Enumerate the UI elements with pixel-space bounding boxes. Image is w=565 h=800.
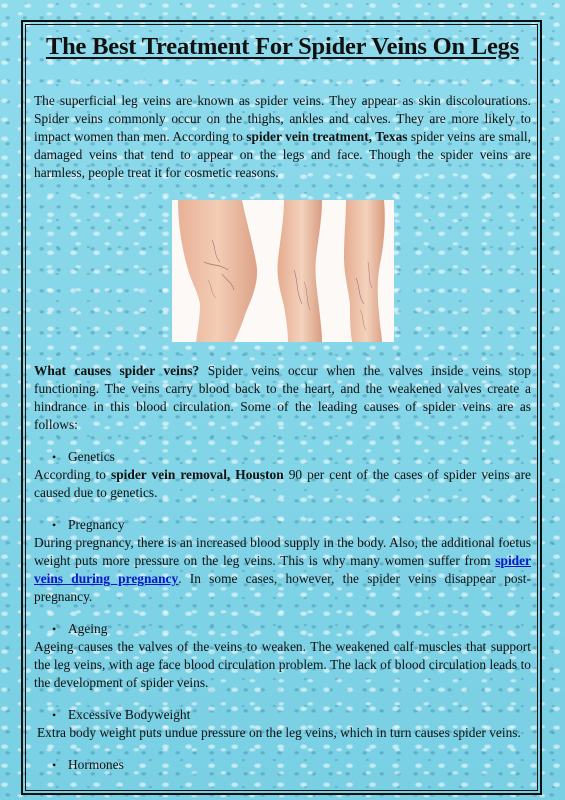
- section-bold-phrase: spider vein removal, Houston: [111, 467, 284, 482]
- section-paragraph: [34, 466, 531, 502]
- legs-photo: [172, 200, 394, 342]
- section-ageing: [34, 620, 531, 692]
- section-text-1: During pregnancy, there is an increased blood supply in the body. Also, the additional foetus weight puts more pressure on the leg veins. This is why many women suffer from: [34, 535, 531, 568]
- bullet-label: Hormones: [68, 757, 124, 772]
- bullet-label: Pregnancy: [68, 517, 125, 532]
- section-paragraph: [34, 534, 531, 606]
- section-hormones: [34, 756, 531, 774]
- article-body: [34, 92, 531, 774]
- spider-veins-pregnancy-link[interactable]: spider veins during pregnancy: [34, 553, 531, 586]
- bullet-dot-icon: •: [52, 450, 57, 464]
- section-text-1: According to: [34, 467, 111, 482]
- bullet-item: [34, 448, 531, 466]
- intro-text-1: The superficial leg veins are known as spider veins. They appear as skin discolourations. Spider veins commonly occur on the thighs, ankles and calves. They are more likely to impact women than men. According to: [34, 93, 531, 144]
- bullet-item: [34, 620, 531, 638]
- section-genetics: [34, 448, 531, 502]
- section-bodyweight: [34, 706, 531, 742]
- section-text-2: 90 per cent of the cases of spider veins are caused due to genetics.: [34, 467, 531, 500]
- section-pregnancy: [34, 516, 531, 606]
- intro-paragraph: [34, 92, 531, 182]
- causes-text: Spider veins occur when the valves inside veins stop functioning. The veins carry blood back to the heart, and the weakened valves create a hindrance in this blood circulation. Some of the leading causes of spider veins are as follows:: [34, 363, 531, 432]
- bullet-item: [34, 706, 531, 724]
- causes-paragraph: [34, 362, 531, 434]
- bullet-dot-icon: •: [52, 758, 57, 772]
- intro-bold-phrase: spider vein treatment, Texas: [246, 129, 408, 144]
- intro-text-2: spider veins are small, damaged veins that tend to appear on the legs and face. Though the spider veins are harmless, people treat it for cosmetic reasons.: [34, 129, 531, 180]
- legs-illustration: [172, 200, 394, 342]
- bullet-item: [34, 756, 531, 774]
- bullet-dot-icon: •: [52, 518, 57, 532]
- section-paragraph: Ageing causes the valves of the veins to weaken. The weakened calf muscles that support the leg veins, with age face blood circulation problem. The lack of blood circulation leads to the development of spider veins.: [34, 639, 531, 690]
- bullet-item: [34, 516, 531, 534]
- bullet-dot-icon: •: [52, 622, 57, 636]
- section-paragraph: Extra body weight puts undue pressure on the leg veins, which in turn causes spider veins.: [37, 725, 521, 740]
- bullet-label: Excessive Bodyweight: [68, 707, 191, 722]
- section-text-2: . In some cases, however, the spider veins disappear post-pregnancy.: [34, 571, 531, 604]
- bullet-label: Ageing: [68, 621, 108, 636]
- bullet-dot-icon: •: [52, 708, 57, 722]
- page-title: The Best Treatment For Spider Veins On Legs: [45, 33, 520, 60]
- causes-heading: What causes spider veins?: [34, 363, 200, 378]
- bullet-label: Genetics: [68, 449, 115, 464]
